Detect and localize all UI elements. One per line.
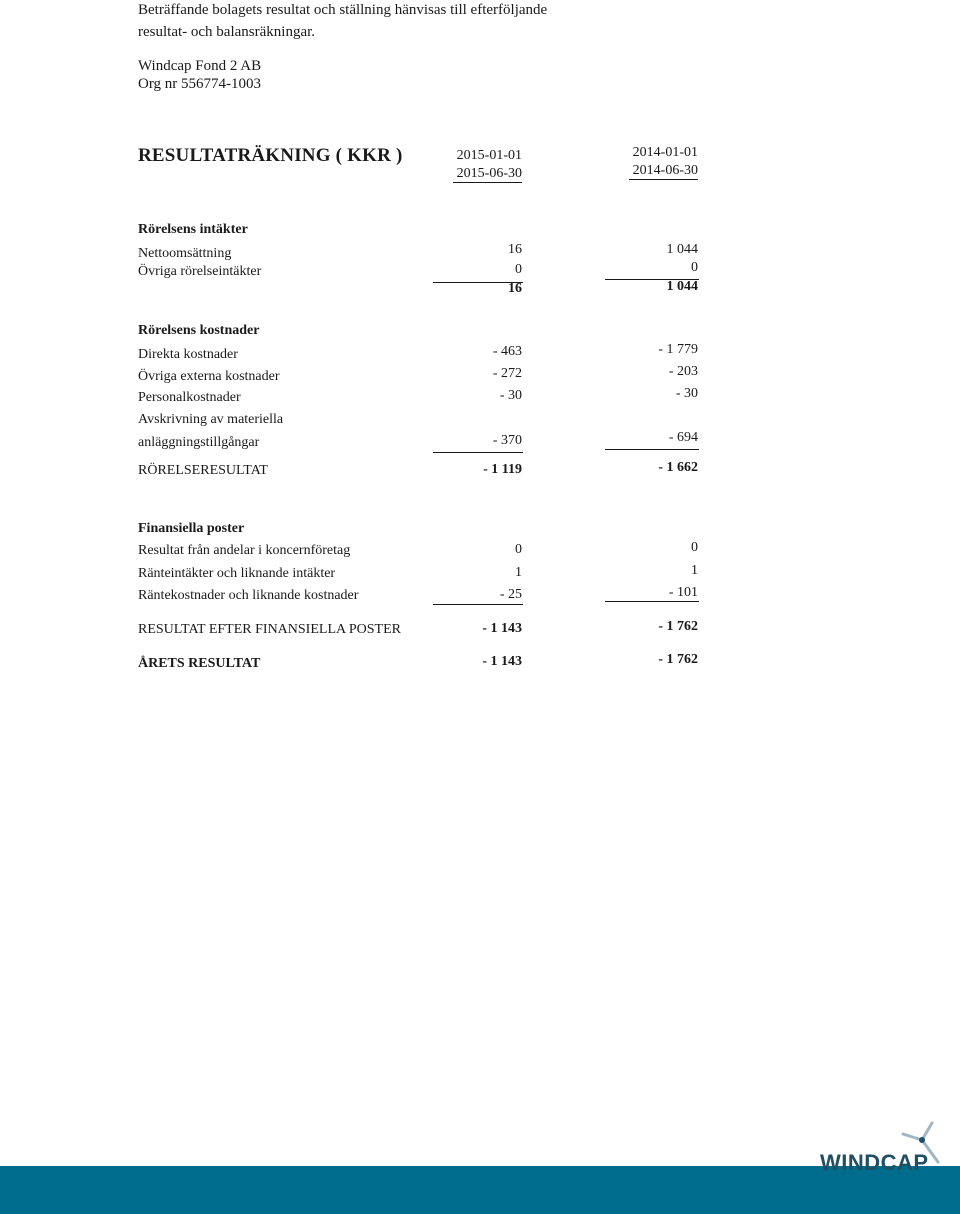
- year-result-value-2: - 1 762: [658, 652, 698, 667]
- after-financial-value-2: - 1 762: [658, 619, 698, 634]
- operating-result-label: RÖRELSERESULTAT: [138, 463, 268, 478]
- direct-costs-value-2: - 1 779: [658, 342, 698, 357]
- period1-start: 2015-01-01: [456, 148, 522, 163]
- group-result-label: Resultat från andelar i koncernföretag: [138, 543, 351, 558]
- org-number: Org nr 556774-1003: [138, 76, 262, 92]
- external-costs-value-2: - 203: [668, 364, 698, 379]
- footer-bar: [0, 1166, 960, 1214]
- net-sales-label: Nettoomsättning: [138, 246, 232, 261]
- interest-cost-label: Räntekostnader och liknande kostnader: [138, 588, 359, 603]
- windcap-logo-text: WINDCAP: [820, 1150, 929, 1175]
- operating-result-value-2: - 1 662: [658, 460, 698, 475]
- direct-costs-value-1: - 463: [492, 344, 522, 359]
- year-result-label: ÅRETS RESULTAT: [138, 656, 261, 671]
- other-income-value-1: 0: [515, 262, 522, 277]
- other-income-value-2: 0: [691, 260, 698, 275]
- intro-line-1: Beträffande bolagets resultat och ställning hänvisas till efterföljande: [138, 2, 548, 18]
- net-sales-value-1: 16: [508, 242, 522, 257]
- interest-cost-value-2: - 101: [668, 585, 698, 600]
- period1-end: 2015-06-30: [453, 166, 522, 183]
- costs-rule-1: [433, 452, 523, 453]
- external-costs-label: Övriga externa kostnader: [138, 369, 280, 384]
- depreciation-label-2: anläggningstillgångar: [138, 435, 260, 450]
- period2-start: 2014-01-01: [632, 145, 698, 160]
- other-income-label: Övriga rörelseintäkter: [138, 264, 262, 279]
- after-financial-label: RESULTAT EFTER FINANSIELLA POSTER: [138, 622, 401, 637]
- personnel-costs-label: Personalkostnader: [138, 390, 241, 405]
- year-result-value-1: - 1 143: [482, 654, 522, 669]
- statement-title: RESULTATRÄKNING ( KKR ): [138, 145, 403, 166]
- revenue-total-1: 16: [508, 281, 522, 296]
- after-financial-value-1: - 1 143: [482, 621, 522, 636]
- depreciation-label-1: Avskrivning av materiella: [138, 412, 284, 427]
- revenue-total-2: 1 044: [666, 279, 698, 294]
- operating-result-value-1: - 1 119: [483, 462, 522, 477]
- external-costs-value-1: - 272: [492, 366, 522, 381]
- personnel-costs-value-1: - 30: [499, 388, 522, 403]
- financial-heading: Finansiella poster: [138, 521, 245, 536]
- interest-income-label: Ränteintäkter och liknande intäkter: [138, 566, 336, 581]
- interest-income-value-1: 1: [515, 565, 522, 580]
- windcap-turbine-icon: [898, 1120, 942, 1166]
- interest-income-value-2: 1: [691, 563, 698, 578]
- financial-rule-1: [433, 604, 523, 605]
- costs-heading: Rörelsens kostnader: [138, 323, 260, 338]
- intro-line-2: resultat- och balansräkningar.: [138, 24, 316, 40]
- direct-costs-label: Direkta kostnader: [138, 347, 238, 362]
- period2-end: 2014-06-30: [629, 163, 698, 180]
- depreciation-value-1: - 370: [492, 433, 522, 448]
- revenue-heading: Rörelsens intäkter: [138, 222, 248, 237]
- financial-rule-2: [605, 601, 699, 602]
- interest-cost-value-1: - 25: [499, 587, 522, 602]
- personnel-costs-value-2: - 30: [675, 386, 698, 401]
- net-sales-value-2: 1 044: [666, 242, 698, 257]
- group-result-value-1: 0: [515, 542, 522, 557]
- costs-rule-2: [605, 449, 699, 450]
- group-result-value-2: 0: [691, 540, 698, 555]
- depreciation-value-2: - 694: [668, 430, 698, 445]
- company-name: Windcap Fond 2 AB: [138, 58, 262, 74]
